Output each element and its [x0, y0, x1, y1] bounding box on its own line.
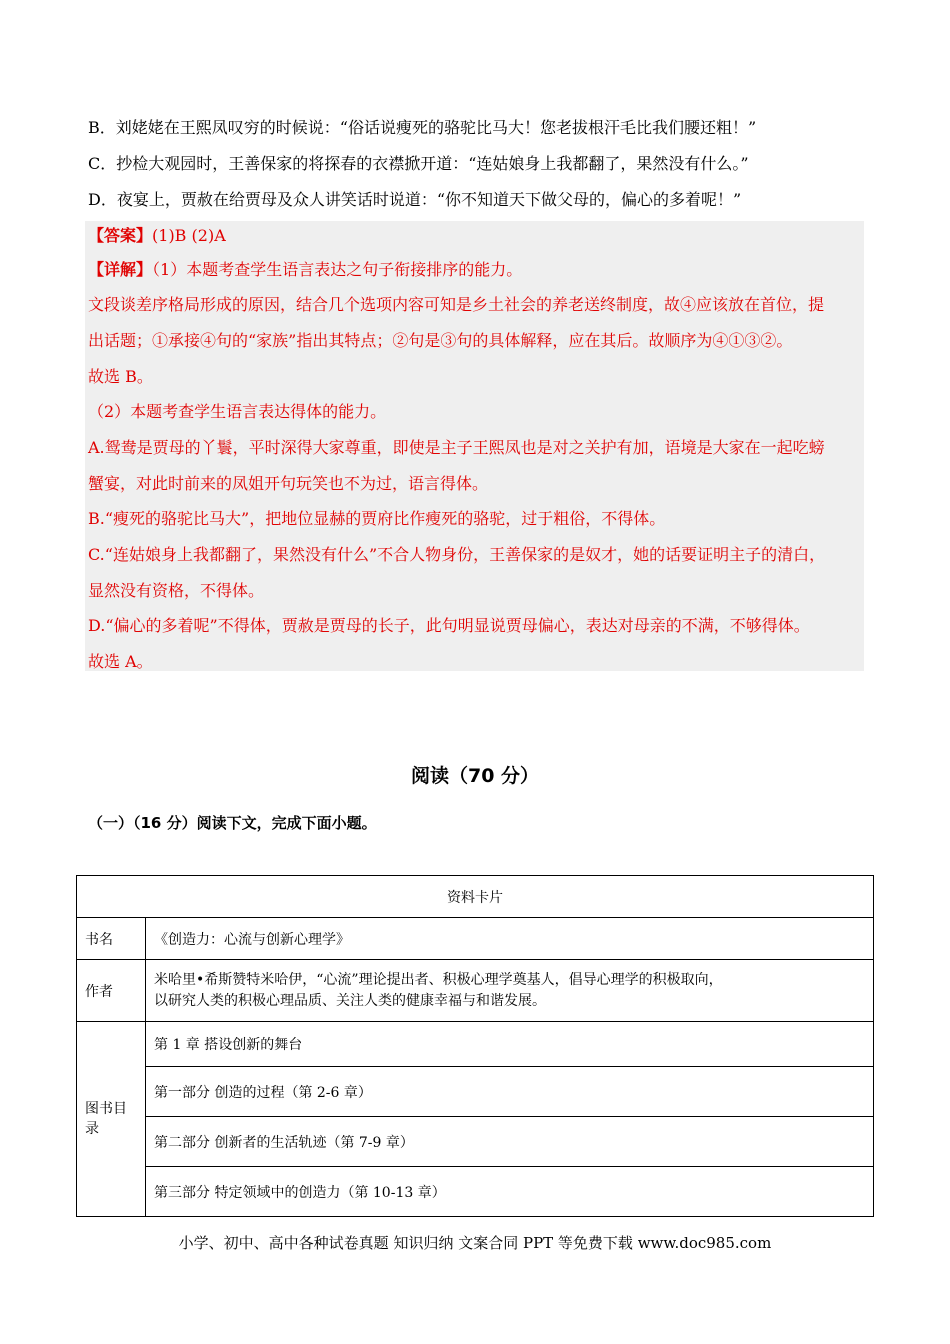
explanation-line: 文段谈差序格局形成的原因，结合几个选项内容可知是乡土社会的养老送终制度，故④应该放在首位，提 [88, 295, 825, 314]
explanation-line: A.鸳鸯是贾母的丫鬟，平时深得大家尊重，即使是主子王熙凤也是对之关护有加，语境是大家在一起吃螃 [88, 438, 825, 457]
answer-label: 【答案】 [88, 226, 153, 245]
explanation-line: 故选 A。 [88, 652, 153, 671]
toc-item: 第二部分 创新者的生活轨迹（第 7-9 章） [146, 1117, 874, 1167]
explanation-line: 故选 B。 [88, 367, 153, 386]
page-footer: 小学、初中、高中各种试卷真题 知识归纳 文案合同 PPT 等免费下载 www.doc985.com [178, 1234, 772, 1252]
section-title: 阅读（70 分） [410, 765, 540, 787]
toc-item: 第三部分 特定领域中的创造力（第 10-13 章） [146, 1167, 874, 1217]
author-label: 作者 [77, 960, 146, 1022]
answer-text: (1)B (2)A [152, 226, 226, 245]
explanation-line: 显然没有资格，不得体。 [88, 581, 265, 600]
card-header: 资料卡片 [77, 876, 874, 918]
author-value-line: 米哈里•希斯赞特米哈伊，“心流”理论提出者、积极心理学奠基人，倡导心理学的积极取向， [154, 971, 723, 988]
book-label: 书名 [77, 918, 146, 960]
sub-title: （一）（16 分）阅读下文，完成下面小题。 [88, 814, 377, 832]
explanation-line: 出话题；①承接④句的“家族”指出其特点；②句是③句的具体解释，应在其后。故顺序为④①③②。 [88, 331, 793, 350]
toc-item: 第一部分 创造的过程（第 2-6 章） [146, 1067, 874, 1117]
detail-intro: （1）本题考查学生语言表达之句子衔接排序的能力。 [152, 260, 523, 279]
detail-label: 【详解】 [88, 260, 153, 279]
option-d: D．夜宴上，贾赦在给贾母及众人讲笑话时说道：“你不知道天下做父母的，偏心的多着呢！” [88, 190, 742, 209]
toc-item: 第 1 章 搭设创新的舞台 [146, 1022, 874, 1067]
explanation-line: （2）本题考查学生语言表达得体的能力。 [88, 402, 387, 421]
answer-line [88, 226, 226, 246]
detail-line [88, 260, 522, 280]
explanation-line: D.“偏心的多着呢”不得体，贾赦是贾母的长子，此句明显说贾母偏心，表达对母亲的不满，不够得体。 [88, 616, 810, 635]
book-value: 《创造力：心流与创新心理学》 [146, 918, 874, 960]
toc-label: 图书目录 [77, 1022, 146, 1217]
author-value [146, 960, 874, 1022]
option-b: B．刘姥姥在王熙凤叹穷的时候说：“俗话说瘦死的骆驼比马大！您老拔根汗毛比我们腰还粗！” [88, 118, 757, 137]
option-c: C．抄检大观园时，王善保家的将探春的衣襟掀开道：“连姑娘身上我都翻了，果然没有什么。” [88, 154, 749, 173]
explanation-line: B.“瘦死的骆驼比马大”，把地位显赫的贾府比作瘦死的骆驼，过于粗俗，不得体。 [88, 509, 666, 528]
info-card-table [76, 875, 874, 1217]
explanation-line: 蟹宴，对此时前来的凤姐开句玩笑也不为过，语言得体。 [88, 474, 489, 493]
explanation-line: C.“连姑娘身上我都翻了，果然没有什么”不合人物身份，王善保家的是奴才，她的话要证明主子的清白， [88, 545, 826, 564]
author-value-line: 以研究人类的积极心理品质、关注人类的健康幸福与和谐发展。 [154, 992, 546, 1009]
